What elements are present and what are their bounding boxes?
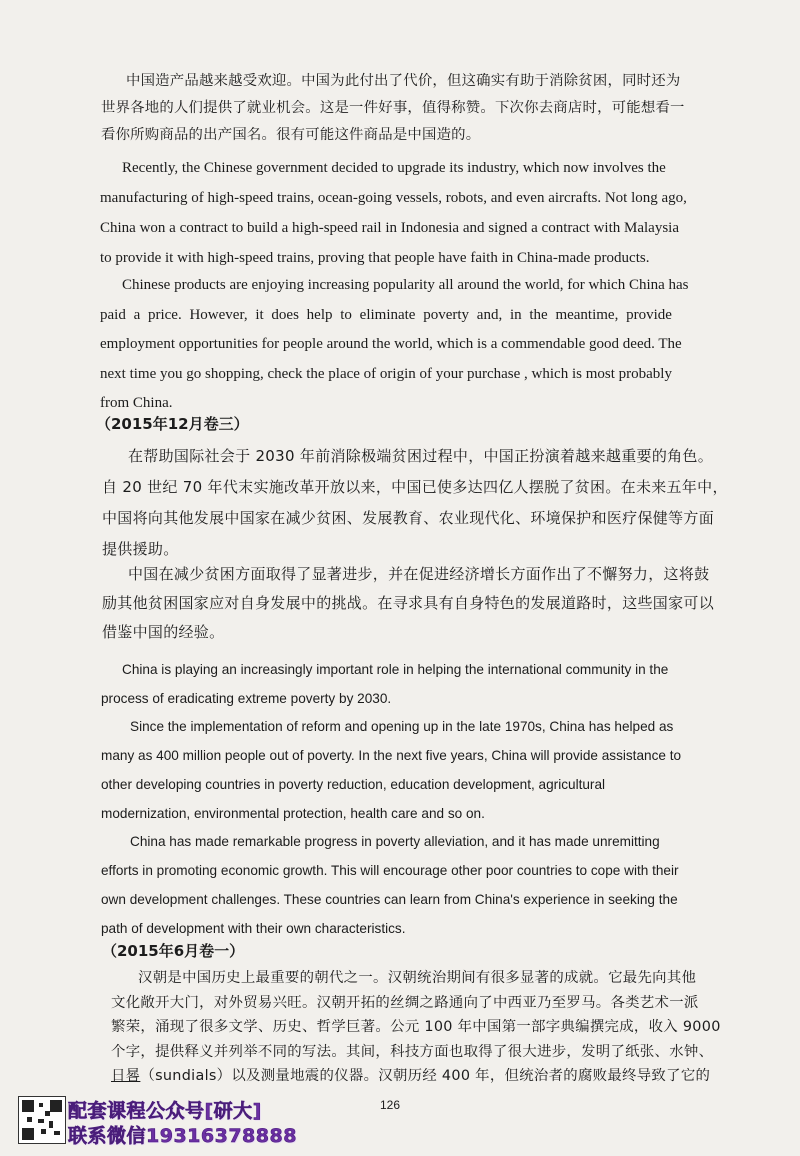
- text-line: from China.: [100, 395, 173, 411]
- text-line: China is playing an increasingly important role in helping the international community in the: [122, 662, 669, 677]
- text-line: to provide it with high-speed trains, proving that people have faith in China-made products.: [100, 250, 650, 266]
- promo-text-wechat: 联系微信19316378888: [68, 1125, 297, 1147]
- text-line: 看你所购商品的出产国名。很有可能这件商品是中国造的。: [101, 127, 481, 143]
- text-line: manufacturing of high-speed trains, ocean-going vessels, robots, and even aircrafts. Not long ago,: [100, 190, 687, 206]
- text-line: 自 20 世纪 70 年代末实施改革开放以来，中国已使多达四亿人摆脱了贫困。在未来五年中，: [102, 478, 728, 496]
- text-line: modernization, environmental protection, health care and so on.: [101, 806, 485, 821]
- paragraph-zh-4: [111, 966, 721, 1089]
- text-line: efforts in promoting economic growth. This will encourage other poor countries to cope with their: [101, 863, 679, 878]
- promo-text-course: 配套课程公众号[研大]: [68, 1100, 262, 1122]
- section-heading-2015-06: （2015年6月卷一）: [102, 942, 245, 960]
- text-line: 中国将向其他发展中国家在减少贫困、发展教育、农业现代化、环境保护和医疗保健等方面: [102, 509, 715, 527]
- section-heading-2015-12: （2015年12月卷三）: [96, 415, 249, 433]
- text-line: 中国在减少贫困方面取得了显著进步，并在促进经济增长方面作出了不懈努力，这将鼓: [128, 565, 710, 583]
- text-line: China has made remarkable progress in poverty alleviation, and it has made unremitting: [130, 834, 660, 849]
- paragraph-zh-1: [101, 68, 685, 149]
- paragraph-zh-2: [102, 441, 728, 565]
- text-line: 在帮助国际社会于 2030 年前消除极端贫困过程中，中国正扮演着越来越重要的角色。: [128, 447, 714, 465]
- text-line: China won a contract to build a high-speed rail in Indonesia and signed a contract with Malaysia: [100, 220, 680, 236]
- text-line: many as 400 million people out of poverty. In the next five years, China will provide assistance to: [101, 748, 682, 763]
- text-line: 汉朝是中国历史上最重要的朝代之一。汉朝统治期间有很多显著的成就。它最先向其他: [138, 970, 697, 986]
- paragraph-en-1: [100, 153, 687, 273]
- paragraph-zh-3: [102, 560, 715, 647]
- text-line: own development challenges. These countries can learn from China's experience in seeking the: [101, 892, 678, 907]
- text-line: Recently, the Chinese government decided to upgrade its industry, which now involves the: [122, 160, 666, 176]
- text-line: 借鉴中国的经验。: [102, 623, 225, 641]
- text-line: path of development with their own characteristics.: [101, 921, 406, 936]
- text-line: Since the implementation of reform and opening up in the late 1970s, China has helped as: [130, 719, 674, 734]
- text-line: employment opportunities for people around the world, which is a commendable good deed. The: [100, 336, 682, 352]
- page-number: 126: [380, 1098, 401, 1112]
- text-line: paid a price. However, it does help to eliminate poverty and, in the meantime, provide: [100, 306, 672, 323]
- text-line: 提供援助。: [102, 540, 179, 558]
- text-line: 励其他贫困国家应对自身发展中的挑战。在寻求具有自身特色的发展道路时，这些国家可以: [102, 594, 715, 612]
- paragraph-en-3: [101, 655, 669, 713]
- paragraph-en-4: [101, 712, 682, 828]
- text-line: [111, 1064, 721, 1089]
- text-line: 个字，提供释义并列举不同的写法。其间，科技方面也取得了很大进步，发明了纸张、水钟、: [111, 1043, 714, 1060]
- text-line: 世界各地的人们提供了就业机会。这是一件好事，值得称赞。下次你去商店时，可能想看一: [101, 100, 685, 116]
- text-line: process of eradicating extreme poverty by 2030.: [101, 691, 392, 706]
- text-line: 中国造产品越来越受欢迎。中国为此付出了代价，但这确实有助于消除贫困，同时还为: [126, 73, 681, 89]
- text-line: Chinese products are enjoying increasing popularity all around the world, for which China has: [122, 277, 689, 293]
- text-line: other developing countries in poverty reduction, education development, agricultural: [101, 777, 606, 792]
- paragraph-en-2: [100, 271, 689, 419]
- qr-code: [18, 1096, 66, 1144]
- text-line: 文化敞开大门，对外贸易兴旺。汉朝开拓的丝绸之路通向了中西亚乃至罗马。各类艺术一派: [111, 994, 699, 1011]
- paragraph-en-5: [101, 827, 679, 943]
- underlined-term: 日晷: [111, 1068, 141, 1084]
- text-line: 繁荣，涌现了很多文学、历史、哲学巨著。公元 100 年中国第一部字典编撰完成，收入 9000: [111, 1019, 721, 1035]
- text-segment: （sundials）以及测量地震的仪器。汉朝历经 400 年，但统治者的腐败最终导致了它的: [140, 1068, 711, 1084]
- text-line: next time you go shopping, check the place of origin of your purchase , which is most probably: [100, 365, 672, 382]
